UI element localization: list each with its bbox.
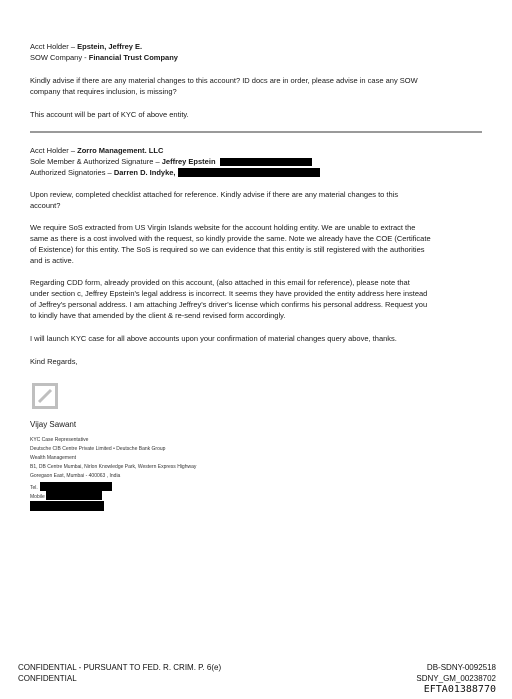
cdd-line3: of Jeffrey's personal address. I am attaching Jeffrey's driver's license which confirms his personal address. Request you [30, 300, 428, 309]
footer-bates-sdny: SDNY_GM_00238702 [416, 674, 496, 683]
cdd-line2: under section c, Jeffrey Epstein's legal address is incorrect. It seems they have provided the entity address here instead [30, 289, 428, 298]
deutsche-bank-logo-icon [32, 383, 58, 409]
redaction-box [30, 501, 104, 511]
review-line2: account? [30, 201, 61, 210]
signer-name: Vijay Sawant [30, 420, 77, 429]
sole-member-line [30, 157, 312, 167]
mobile-label: Mobile [30, 494, 45, 500]
acct-holder-label-2: Acct Holder – [30, 146, 78, 155]
sos-line3: of Existence) for this entity. The SoS is required so we can evidence that this entity is still registered with the authorities [30, 245, 425, 254]
review-line1: Upon review, completed checklist attached for reference. Kindly advise if there are any material changes to this [30, 190, 399, 199]
redaction-box [46, 491, 102, 500]
redaction-box [220, 158, 312, 166]
sow-company-label: SOW Company - [30, 53, 89, 62]
signer-division: Wealth Management [30, 455, 77, 461]
footer-confidential-line1: CONFIDENTIAL - PURSUANT TO FED. R. CRIM. P. 6(e) [18, 663, 222, 672]
auth-sig-line [30, 168, 320, 178]
para1-line1: Kindly advise if there are any material changes to this account? ID docs are in order, please advise in case any SOW [30, 76, 418, 85]
cdd-line4: to kindly have that amended by the client & re-send revised form accordingly. [30, 311, 286, 320]
footer-confidential-line2: CONFIDENTIAL [18, 674, 77, 683]
signer-mobile [30, 491, 102, 501]
acct-holder-line-2 [30, 146, 163, 156]
signer-title: KYC Case Representative [30, 437, 89, 443]
sos-line4: and is active. [30, 256, 74, 265]
cdd-line1: Regarding CDD form, already provided on this account, (also attached in this email for reference), please note that [30, 278, 410, 287]
acct-holder-name-2: Zorro Management. LLC [77, 146, 164, 155]
signer-address1: B1, DB Centre Mumbai, Nirlon Knowledge Park, Western Express Highway [30, 464, 197, 470]
sos-line2: same as there is a cost involved with the request, so kindly provide the same. Note we already have the COE (Certificate [30, 234, 431, 243]
redaction-box [178, 168, 320, 177]
sow-company-name: Financial Trust Company [88, 53, 178, 62]
acct-holder-label: Acct Holder – [30, 42, 78, 51]
sole-member-label: Sole Member & Authorized Signature – [30, 157, 162, 166]
para1-line2: company that requires inclusion, is missing? [30, 87, 177, 96]
sos-line1: We require SoS extracted from US Virgin Islands website for the account holding entity. We are unable to extract the [30, 223, 416, 232]
sow-company-line [30, 53, 178, 63]
sole-member-name: Jeffrey Epstein [161, 157, 216, 166]
kyc-entity-note: This account will be part of KYC of above entity. [30, 110, 189, 119]
auth-sig-label: Authorized Signatories – [30, 168, 114, 177]
closing: Kind Regards, [30, 357, 78, 366]
acct-holder-line-1 [30, 42, 142, 52]
tel-label: Tel. [30, 485, 38, 491]
signer-company: Deutsche CIB Centre Private Limited • Deutsche Bank Group [30, 446, 166, 452]
signer-address2: Goregaon East, Mumbai - 400063 , India [30, 473, 121, 479]
kyc-launch-line: I will launch KYC case for all above accounts upon your confirmation of material changes query above, thanks. [30, 334, 397, 343]
auth-sig-name: Darren D. Indyke, [113, 168, 176, 177]
acct-holder-name: Epstein, Jeffrey E. [77, 42, 143, 51]
redaction-box [40, 482, 112, 491]
section-divider [30, 131, 482, 133]
footer-bates-db: DB-SDNY-0092518 [426, 663, 496, 672]
footer-bates-efta: EFTA01388770 [423, 684, 496, 695]
